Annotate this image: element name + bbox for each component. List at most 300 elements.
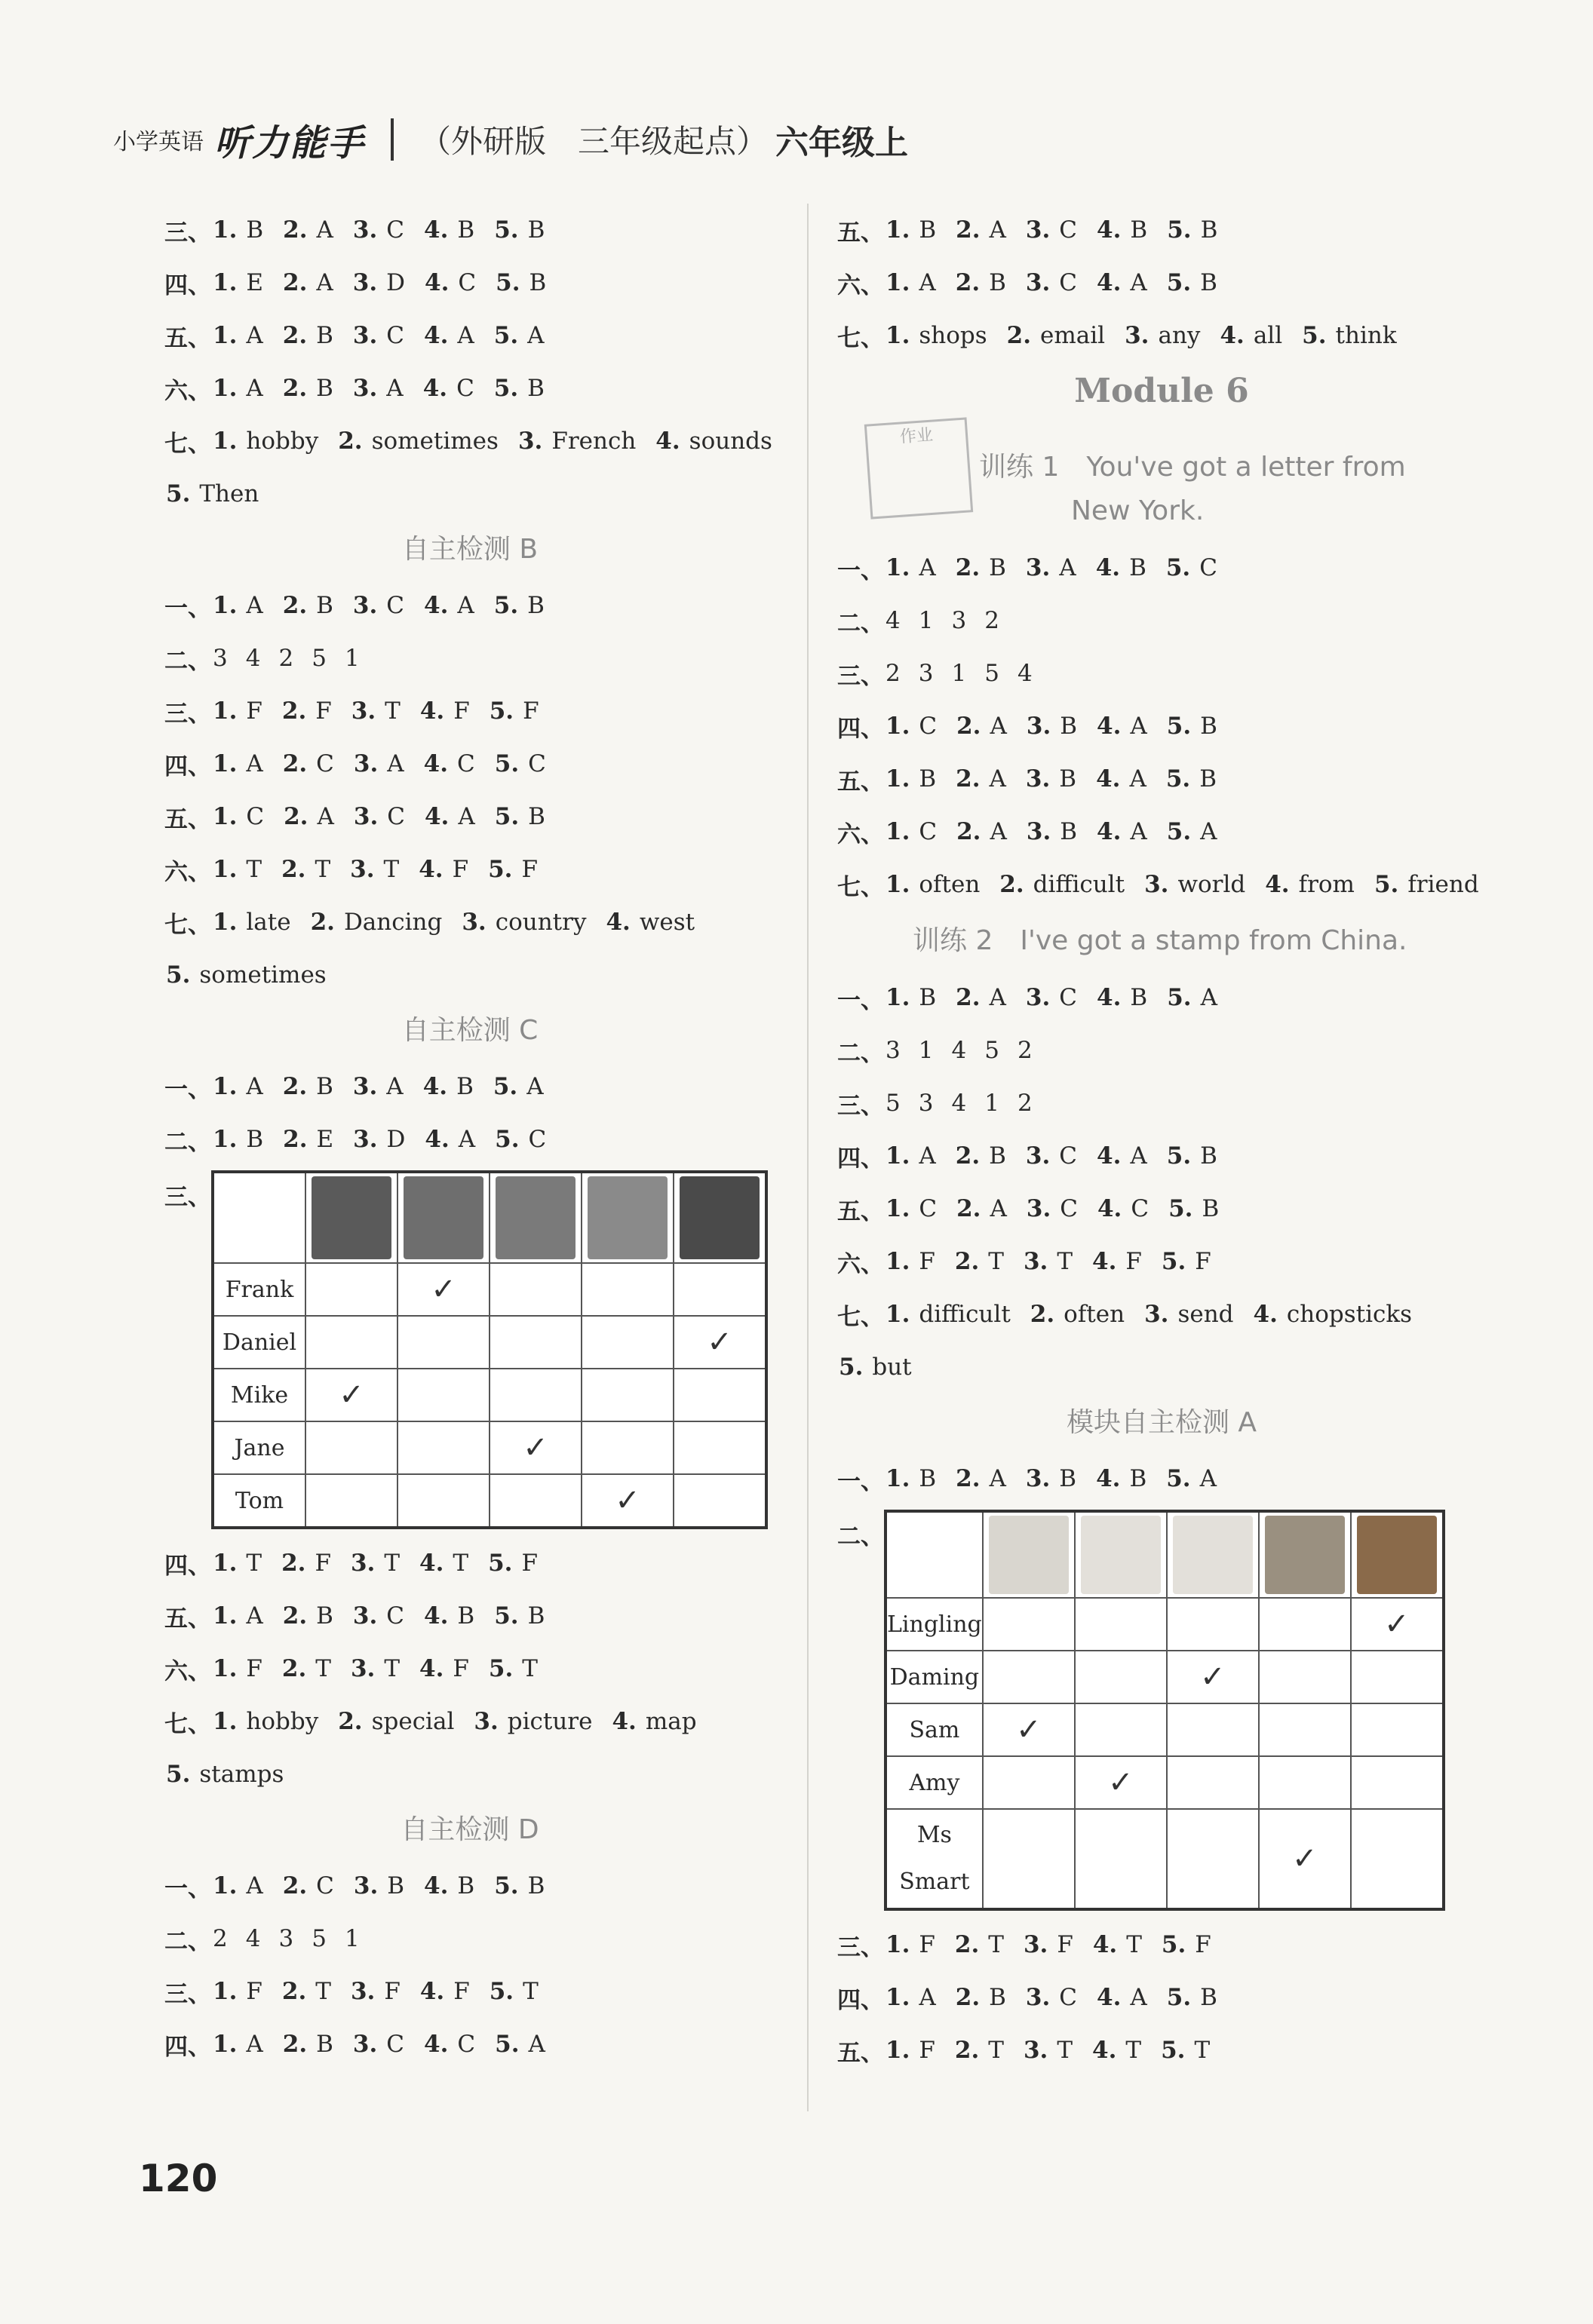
answer-item: 2. T [954,1248,1004,1275]
answer-item: 5. F [1161,1931,1211,1958]
answer-item: 3. C [1025,1984,1078,2011]
picture-illustration [404,1176,483,1259]
lesson-title: 作业训练 1 You've got a letter from [837,421,1486,481]
answer-item: 2. B [282,2031,333,2058]
picture-illustration [680,1176,760,1259]
answer-item: 5. B [494,803,545,830]
answer-item: 2. T [281,1978,331,2005]
question-label: 六、 [164,858,211,886]
answer-item: 4. B [422,1073,474,1100]
answer-line [837,256,1486,309]
answer-item: 3. C [352,1602,405,1630]
answer-item: 1. F [213,1655,262,1682]
answer-item: 5. A [493,322,545,349]
picture-illustration [1265,1516,1345,1594]
check-mark-icon: ✓ [1292,1841,1318,1876]
answer-item: 5. B [493,375,545,402]
answer-item: 2. Dancing [310,909,443,936]
question-label: 一、 [837,986,884,1014]
answer-item: 2. B [955,269,1006,296]
answer-item: 1. F [213,1978,262,2005]
answer-item: 3. T [350,1655,401,1682]
answer-item: 1. shops [886,322,987,349]
picture-illustration [1081,1516,1161,1594]
question-label: 二、 [164,647,211,675]
answer-line [164,1060,775,1113]
answer-item: 2. email [1006,322,1106,349]
answer-item: 2. A [956,1465,1006,1492]
answer-item: 2. B [282,375,333,402]
brand-logo: 听力能手 [214,121,366,164]
answer-item: 5. B [1166,269,1217,296]
answer-item: 2. A [956,984,1006,1011]
answer-line [164,949,775,1001]
answer-line [164,843,775,896]
answer-item: 1. B [886,216,937,244]
answer-item: 4. A [1097,1142,1147,1170]
picture-illustration [312,1176,391,1259]
question-label: 一、 [164,1075,211,1103]
answer-line [164,362,775,415]
answer-item: 3. T [350,1550,401,1577]
header-divider [391,118,394,161]
answer-item: 2. C [282,750,334,777]
question-label: 五、 [164,805,211,833]
answer-item: 4. C [425,269,477,296]
answer-item: 1. T [213,1550,262,1577]
answer-line [837,805,1486,858]
answer-item: 5. A [493,1073,544,1100]
question-label: 四、 [164,271,211,299]
answer-line [164,632,775,685]
answer-item: 2. T [281,1655,331,1682]
answer-line [164,468,775,520]
answer-line [164,685,775,737]
lesson-title-cont: New York. [1071,495,1205,526]
answer-line [837,647,1486,700]
answer-item: 4. F [1092,1248,1142,1275]
table-row [886,1651,1444,1703]
answer-line [837,971,1486,1024]
answer-item: 5. T [489,1978,539,2005]
answer-item: 1. F [213,698,262,725]
question-label: 七、 [164,911,211,939]
answer-item: 4. A [1097,713,1147,740]
question-label: 四、 [837,1145,884,1173]
answer-item: 5. C [1165,554,1217,581]
question-label: 二、 [837,609,884,637]
question-label: 三、 [164,219,211,247]
question-label: 六、 [837,271,884,299]
answer-grid [884,1510,1445,1911]
question-label: 六、 [164,1657,211,1685]
answer-item: 3. B [1025,765,1077,793]
answer-line [837,1452,1486,1505]
answer-item: 1. A [213,1872,263,1899]
answer-item: 4. B [1097,216,1148,244]
answer-item: 2. special [338,1708,455,1735]
answer-item: 2. B [282,1602,333,1630]
question-label: 一、 [837,1467,884,1495]
question-label: 五、 [164,1605,211,1633]
check-mark-icon: ✓ [1016,1712,1042,1747]
student-name: Sam [886,1703,983,1756]
question-label: 六、 [837,1250,884,1278]
answer-line [837,1182,1486,1235]
table-row [213,1421,766,1474]
answer-sequence: 2 3 1 5 4 [886,660,1033,687]
answer-item: 1. difficult [886,1301,1011,1328]
answer-line [837,594,1486,647]
answer-item: 5. F [488,1550,538,1577]
answer-line [164,1965,775,2018]
answer-item: 3. picture [474,1708,593,1735]
answer-item: 5. F [489,698,539,725]
question-label: 二、 [837,1039,884,1067]
answer-item: 3. send [1144,1301,1234,1328]
answer-item: 5. think [1302,322,1397,349]
picture-illustration [989,1516,1069,1594]
table-row [886,1703,1444,1756]
answer-item: 3. B [1026,713,1078,740]
question-label: 五、 [837,1197,884,1225]
answer-sequence: 5 3 4 1 2 [886,1090,1033,1117]
answer-item: 2. often [1030,1301,1125,1328]
answer-item: 2. A [956,216,1006,244]
answer-item: 5. B [493,592,545,619]
check-mark-icon: ✓ [615,1483,640,1518]
series-name: 小学英语 [113,129,204,155]
answer-line [837,1341,1486,1393]
answer-item: 4. A [424,592,474,619]
right-column [837,204,1486,2077]
answer-item: 2. B [955,554,1006,581]
answer-line [164,204,775,256]
picture-illustration [496,1176,576,1259]
question-label: 三、 [837,662,884,690]
answer-item: 5. T [1161,2037,1211,2064]
check-mark-icon: ✓ [523,1430,548,1465]
question-label: 四、 [164,753,211,780]
answer-item: 5. B [494,1602,545,1630]
answer-item: 1. A [213,1602,263,1630]
answer-item: 3. C [1026,1195,1078,1222]
question-label: 一、 [164,1875,211,1902]
answer-item: 2. A [283,216,333,244]
grade-label: 六年级上 [775,124,909,162]
matching-table-c [164,1170,775,1529]
answer-sequence: 2 4 3 5 1 [213,1925,360,1952]
answer-item: 2. B [955,1142,1006,1170]
answer-item: 2. A [956,818,1007,845]
student-name: Daming [886,1651,983,1703]
answer-item: 3. French [517,428,637,455]
page-header [113,113,908,166]
answer-item: 2. difficult [999,871,1125,898]
answer-item: 1. C [213,803,265,830]
matching-table-a [837,1510,1486,1911]
student-name: Daniel [213,1316,305,1369]
answer-item: 1. B [886,984,937,1011]
answer-item: 4. A [1097,269,1147,296]
answer-item: 5. C [495,1126,547,1153]
answer-item: 2. T [954,1931,1004,1958]
answer-item: 3. C [1025,216,1078,244]
answer-item: 4. A [424,803,475,830]
answer-item: 4. F [419,1978,470,2005]
student-name: Frank [213,1263,305,1316]
answer-item: 1. B [886,765,937,793]
answer-item: 1. B [213,216,264,244]
answer-item: 3. T [351,698,401,725]
question-label: 四、 [837,715,884,743]
student-name: Ms Smart [886,1809,983,1909]
answer-item: 1. C [886,1195,938,1222]
answer-item: 4. A [1097,1984,1147,2011]
answer-line [837,1024,1486,1077]
page-number: 120 [139,2157,218,2200]
table-row [213,1474,766,1528]
answer-line [837,1077,1486,1130]
answer-item: 1. A [213,750,263,777]
answer-item: 1. B [213,1126,264,1153]
answer-item: 1. A [886,1984,936,2011]
answer-line [164,1912,775,1965]
question-label: 三、 [837,1092,884,1120]
question-label: 四、 [164,1552,211,1580]
answer-item: 5. B [1168,1195,1220,1222]
answer-item: 4. C [1097,1195,1149,1222]
answer-grid [211,1170,768,1529]
answer-item: 5. B [496,269,547,296]
answer-item: 2. B [282,1073,333,1100]
answer-item: 1. A [213,1073,263,1100]
answer-item: 2. T [954,2037,1004,2064]
answer-line [837,700,1486,753]
student-name: Mike [213,1369,305,1421]
check-mark-icon: ✓ [1200,1660,1226,1694]
answer-sequence: 3 4 2 5 1 [213,645,360,672]
answer-item: 3. A [352,1073,404,1100]
answer-item: 2. B [282,592,333,619]
answer-item: 3. F [350,1978,401,2005]
answer-item: 2. A [284,803,334,830]
student-name: Jane [213,1421,305,1474]
answer-item: 2. F [281,698,332,725]
answer-item: 5. but [839,1354,912,1381]
answer-item: 5. Then [166,480,259,507]
answer-line [837,2024,1486,2077]
answer-item: 1. A [213,375,263,402]
answer-item: 3. B [1026,818,1078,845]
question-label: 七、 [164,1710,211,1738]
column-divider [807,204,809,2111]
answer-item: 1. A [213,592,263,619]
answer-line [164,579,775,632]
section-title: 自主检测 D [401,1814,539,1845]
answer-item: 3. C [352,2031,405,2058]
section-title: 模块自主检测 A [1066,1407,1257,1438]
answer-item: 4. from [1265,871,1355,898]
answer-item: 3. T [1023,1248,1073,1275]
answer-sequence: 3 1 4 5 2 [886,1037,1033,1064]
edition-label: （外研版 三年级起点） [419,123,769,160]
answer-item: 4. B [1097,984,1148,1011]
answer-item: 3. C [1025,984,1078,1011]
question-label: 三、 [164,700,211,728]
answer-item: 5. B [494,216,545,244]
answer-line [164,1590,775,1642]
answer-item: 3. T [1023,2037,1073,2064]
answer-item: 3. world [1144,871,1246,898]
check-mark-icon: ✓ [707,1325,732,1360]
answer-line [164,1113,775,1166]
section-title: 自主检测 C [401,1015,539,1046]
answer-item: 4. F [419,1655,469,1682]
answer-item: 3. C [1025,269,1078,296]
question-label: 五、 [164,324,211,352]
question-label: 一、 [837,556,884,584]
left-column [164,204,775,2071]
answer-line [837,204,1486,256]
answer-item: 3. T [350,856,400,883]
answer-item: 5. T [488,1655,538,1682]
question-label: 四、 [837,1986,884,2014]
student-name: Lingling [886,1598,983,1651]
answer-sequence: 4 1 3 2 [886,607,999,634]
module-title: Module 6 [1074,372,1249,410]
answer-item: 2. B [282,322,333,349]
answer-item: 3. F [1023,1931,1073,1958]
answer-item: 2. A [283,269,333,296]
question-label: 六、 [164,377,211,405]
answer-item: 4. T [1092,2037,1142,2064]
answer-line [837,541,1486,594]
answer-item: 2. T [281,856,331,883]
answer-item: 1. hobby [213,428,319,455]
answer-item: 4. B [1096,1465,1147,1492]
answer-line [164,309,775,362]
answer-line [837,1130,1486,1182]
answer-item: 2. A [956,1195,1007,1222]
check-mark-icon: ✓ [1384,1607,1410,1642]
question-label: 七、 [164,430,211,458]
answer-item: 3. country [462,909,587,936]
answer-line [164,1748,775,1801]
question-label: 七、 [837,324,884,352]
answer-item: 1. F [886,1931,935,1958]
answer-item: 1. A [213,2031,263,2058]
check-mark-icon: ✓ [339,1378,364,1412]
table-row [213,1263,766,1316]
answer-item: 5. B [494,1872,545,1899]
answer-item: 5. stamps [166,1761,284,1788]
answer-item: 1. C [886,713,938,740]
answer-item: 4. A [425,1126,476,1153]
answer-item: 4. chopsticks [1253,1301,1413,1328]
check-mark-icon: ✓ [1108,1765,1134,1800]
answer-item: 1. E [213,269,264,296]
answer-line [837,1288,1486,1341]
answer-item: 3. B [1025,1465,1077,1492]
answer-item: 3. A [353,750,404,777]
answer-item: 2. B [955,1984,1006,2011]
answer-item: 2. C [282,1872,334,1899]
table-row [886,1756,1444,1809]
answer-line [837,309,1486,362]
answer-item: 4. A [1097,818,1147,845]
answer-item: 3. C [352,216,405,244]
answer-item: 1. late [213,909,291,936]
answer-item: 3. A [352,375,404,402]
question-label: 一、 [164,594,211,622]
answer-item: 1. hobby [213,1708,319,1735]
question-label: 三、 [164,1980,211,2008]
answer-item: 4. C [422,375,474,402]
section-title: 自主检测 B [401,534,539,565]
picture-illustration [1357,1516,1437,1594]
question-label: 四、 [164,2033,211,2061]
lesson-title: 训练 2 I've got a stamp from China. [913,925,1407,956]
answer-item: 3. C [1025,1142,1078,1170]
question-label: 二、 [164,1927,211,1955]
answer-item: 5. A [495,2031,545,2058]
question-label: 七、 [837,873,884,901]
answer-item: 4. map [612,1708,697,1735]
answer-item: 1. A [886,1142,936,1170]
answer-item: 1. C [886,818,938,845]
answer-item: 4. C [423,750,475,777]
check-mark-icon: ✓ [431,1272,456,1307]
answer-item: 5. A [1166,818,1217,845]
answer-item: 5. B [1166,713,1217,740]
answer-item: 2. sometimes [338,428,499,455]
answer-line [837,858,1486,911]
answer-item: 4. F [419,856,469,883]
answer-line [837,1971,1486,2024]
answer-item: 4. T [1092,1931,1142,1958]
answer-line [837,1918,1486,1971]
answer-item: 5. sometimes [166,961,327,989]
stamp-logo: 作业 [864,417,973,519]
answer-item: 5. A [1167,984,1217,1011]
answer-item: 1. B [886,1465,937,1492]
answer-line [837,753,1486,805]
answer-line [164,896,775,949]
answer-item: 4. B [424,1872,475,1899]
answer-item: 2. A [956,713,1007,740]
answer-item: 4. C [424,2031,476,2058]
answer-item: 3. D [353,1126,406,1153]
table-row [886,1598,1444,1651]
answer-item: 5. B [1165,765,1217,793]
answer-line [164,737,775,790]
question-label: 三、 [164,1184,211,1211]
answer-item: 5. B [1166,1984,1217,2011]
answer-line [164,415,775,468]
answer-item: 5. F [488,856,538,883]
answer-item: 4. all [1220,322,1283,349]
answer-item: 4. B [424,1602,475,1630]
answer-item: 4. T [419,1550,469,1577]
table-row [886,1809,1444,1909]
answer-line [164,1642,775,1695]
student-name: Tom [213,1474,305,1528]
question-label: 三、 [837,1933,884,1961]
question-label: 五、 [837,219,884,247]
question-label: 五、 [837,2039,884,2067]
question-label: 二、 [164,1128,211,1156]
